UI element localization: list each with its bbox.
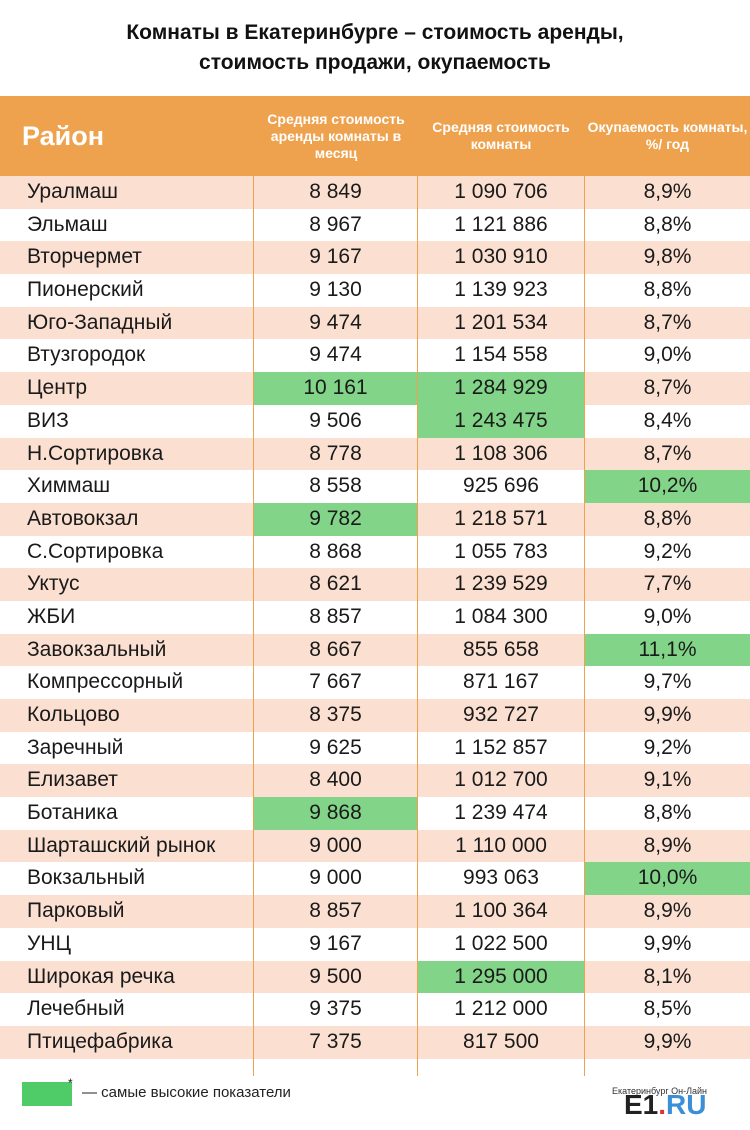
- cell-district: Широкая речка: [27, 964, 175, 988]
- cell-payback: 8,9%: [643, 180, 692, 203]
- cell-district: Уралмаш: [27, 180, 118, 203]
- cell-price: 855 658: [463, 637, 539, 661]
- cell-payback: 9,9%: [643, 703, 692, 726]
- table-row: [0, 176, 750, 209]
- cell-price: 1 139 923: [454, 278, 548, 302]
- cell-price: 1 201 534: [454, 310, 548, 334]
- cell-price: 1 154 558: [454, 343, 548, 367]
- cell-payback: 9,2%: [643, 735, 692, 759]
- cell-payback: 8,7%: [643, 310, 692, 334]
- cell-price: 1 055 783: [454, 539, 548, 563]
- cell-price: 1 295 000: [418, 961, 584, 994]
- cell-rent: 9 000: [309, 866, 362, 890]
- cell-price: 1 030 910: [454, 245, 548, 269]
- cell-price: 1 108 306: [454, 441, 548, 465]
- cell-rent: 9 474: [309, 343, 362, 367]
- table-header: [0, 96, 750, 176]
- cell-payback: 8,8%: [643, 278, 692, 302]
- cell-rent: 8 558: [309, 474, 362, 498]
- cell-price: 1 090 706: [454, 180, 548, 203]
- cell-payback: 8,9%: [643, 899, 692, 923]
- title-line-1: Комнаты в Екатеринбурге – стоимость аренды,: [126, 21, 624, 44]
- cell-rent: 8 778: [309, 441, 362, 465]
- table-row: [0, 438, 750, 471]
- cell-district: Юго-Западный: [27, 310, 173, 334]
- table-row: [0, 895, 750, 928]
- cell-price: 1 100 364: [454, 899, 548, 923]
- table-row: [0, 405, 750, 438]
- cell-district: Парковый: [27, 899, 125, 923]
- cell-price: 993 063: [463, 866, 539, 890]
- cell-payback: 7,7%: [643, 572, 692, 596]
- cell-rent: 8 849: [309, 180, 362, 203]
- cell-payback: 8,7%: [643, 441, 692, 465]
- cell-district: Автовокзал: [27, 506, 139, 530]
- cell-rent: 9 000: [309, 833, 362, 857]
- title-line-2: стоимость продажи, окупаемость: [199, 51, 551, 74]
- cell-district: Вокзальный: [27, 866, 146, 890]
- cell-rent: 9 130: [309, 278, 362, 302]
- column-divider: [584, 176, 585, 1076]
- cell-district: УНЦ: [27, 931, 72, 955]
- legend-star: *: [68, 1076, 73, 1090]
- cell-payback: 8,8%: [643, 801, 692, 825]
- cell-rent: 8 375: [309, 703, 362, 726]
- cell-payback: 9,1%: [643, 768, 692, 792]
- table-row: [0, 961, 750, 994]
- cell-payback: 9,0%: [643, 343, 692, 367]
- column-divider: [253, 176, 254, 1076]
- cell-district: Н.Сортировка: [27, 441, 164, 465]
- cell-payback: 9,9%: [643, 1029, 692, 1053]
- table-row: [0, 503, 750, 536]
- page-title: [0, 18, 750, 78]
- cell-rent: 7 667: [309, 670, 362, 694]
- header-district: Район: [22, 120, 105, 151]
- cell-price: 1 239 474: [454, 801, 548, 825]
- cell-rent: 8 621: [309, 572, 362, 596]
- cell-rent: 8 868: [309, 539, 362, 563]
- table-row: [0, 536, 750, 569]
- cell-payback: 8,8%: [643, 212, 692, 236]
- table-row: [0, 372, 750, 405]
- table-row: [0, 699, 750, 732]
- table-row: [0, 307, 750, 340]
- cell-payback: 9,8%: [643, 245, 692, 269]
- cell-price: 817 500: [463, 1029, 539, 1053]
- cell-price: 1 121 886: [454, 212, 548, 236]
- cell-district: Ботаника: [27, 801, 118, 825]
- table-row: [0, 470, 750, 503]
- cell-district: Втузгородок: [27, 343, 146, 367]
- cell-price: 1 012 700: [454, 768, 548, 792]
- table-row: [0, 601, 750, 634]
- cell-payback: 11,1%: [585, 634, 750, 667]
- table-body: [0, 176, 750, 1059]
- table-row: [0, 928, 750, 961]
- cell-district: Пионерский: [27, 278, 144, 302]
- logo-ru: RU: [666, 1089, 707, 1120]
- cell-district: Шарташский рынок: [27, 833, 216, 857]
- cell-payback: 8,8%: [643, 506, 692, 530]
- cell-rent: 9 375: [309, 997, 362, 1021]
- cell-payback: 8,9%: [643, 833, 692, 857]
- cell-price: 1 212 000: [454, 997, 548, 1021]
- cell-price: 1 218 571: [454, 506, 548, 530]
- table-row: [0, 830, 750, 863]
- cell-district: Заречный: [27, 735, 124, 759]
- cell-district: Компрессорный: [27, 670, 184, 694]
- cell-payback: 9,9%: [643, 931, 692, 955]
- cell-district: Елизавет: [27, 768, 118, 792]
- cell-rent: 9 167: [309, 931, 362, 955]
- table-row: [0, 634, 750, 667]
- cell-payback: 9,0%: [643, 604, 692, 628]
- table-row: [0, 274, 750, 307]
- cell-rent: 9 167: [309, 245, 362, 269]
- logo-e1: E1: [624, 1089, 659, 1120]
- cell-rent: 9 782: [254, 503, 417, 536]
- cell-price: 1 239 529: [454, 572, 548, 596]
- table-row: [0, 993, 750, 1026]
- cell-price: 1 152 857: [454, 735, 548, 759]
- cell-rent: 8 400: [309, 768, 362, 792]
- column-divider: [417, 176, 418, 1076]
- cell-district: Центр: [27, 376, 88, 400]
- cell-price: 932 727: [463, 703, 539, 726]
- cell-payback: 8,1%: [643, 964, 692, 988]
- e1-logo: [624, 1090, 706, 1120]
- cell-rent: 8 857: [309, 604, 362, 628]
- table-row: [0, 666, 750, 699]
- cell-rent: 8 667: [309, 637, 362, 661]
- table-row: [0, 209, 750, 242]
- cell-price: 1 243 475: [418, 405, 584, 438]
- cell-rent: 9 868: [254, 797, 417, 830]
- cell-district: Эльмаш: [27, 212, 108, 236]
- cell-rent: 7 375: [309, 1029, 362, 1053]
- logo-tagline: Екатеринбург Он-Лайн: [612, 1086, 707, 1096]
- table-row: [0, 339, 750, 372]
- cell-district: Кольцово: [27, 703, 120, 726]
- cell-payback: 9,2%: [643, 539, 692, 563]
- cell-payback: 8,5%: [643, 997, 692, 1021]
- table-row: [0, 732, 750, 765]
- table-row: [0, 764, 750, 797]
- cell-payback: 10,0%: [585, 862, 750, 895]
- cell-district: Химмаш: [27, 474, 111, 498]
- cell-payback: 8,4%: [643, 408, 692, 432]
- cell-rent: 8 967: [309, 212, 362, 236]
- cell-district: ВИЗ: [27, 408, 69, 432]
- cell-payback: 8,7%: [643, 376, 692, 400]
- cell-rent: 9 625: [309, 735, 362, 759]
- legend-text: — самые высокие показатели: [82, 1084, 291, 1101]
- cell-payback: 10,2%: [585, 470, 750, 503]
- cell-district: ЖБИ: [27, 604, 76, 628]
- logo-dot: .: [658, 1089, 667, 1120]
- cell-price: 871 167: [463, 670, 539, 694]
- cell-district: Завокзальный: [27, 637, 167, 661]
- table-row: [0, 568, 750, 601]
- cell-price: 1 284 929: [418, 372, 584, 405]
- cell-payback: 9,7%: [643, 670, 692, 694]
- table-row: [0, 241, 750, 274]
- cell-district: Лечебный: [27, 997, 125, 1021]
- table-row: [0, 1026, 750, 1059]
- table-row: [0, 862, 750, 895]
- cell-rent: 8 857: [309, 899, 362, 923]
- cell-price: 1 110 000: [455, 833, 547, 857]
- cell-rent: 10 161: [254, 372, 417, 405]
- cell-rent: 9 500: [309, 964, 362, 988]
- cell-rent: 9 506: [309, 408, 362, 432]
- table-row: [0, 797, 750, 830]
- cell-district: С.Сортировка: [27, 539, 164, 563]
- cell-price: 1 084 300: [454, 604, 548, 628]
- cell-price: 925 696: [463, 474, 539, 498]
- cell-district: Вторчермет: [27, 245, 142, 269]
- cell-district: Уктус: [27, 572, 80, 596]
- cell-district: Птицефабрика: [27, 1029, 173, 1053]
- header-price: Средняя стоимость комнаты: [432, 119, 570, 152]
- legend-swatch: [22, 1082, 72, 1106]
- cell-rent: 9 474: [309, 310, 362, 334]
- cell-price: 1 022 500: [454, 931, 548, 955]
- header-payback: Окупаемость комнаты, %/ год: [587, 119, 748, 152]
- header-rent: Средняя стоимость аренды комнаты в месяц: [267, 110, 405, 161]
